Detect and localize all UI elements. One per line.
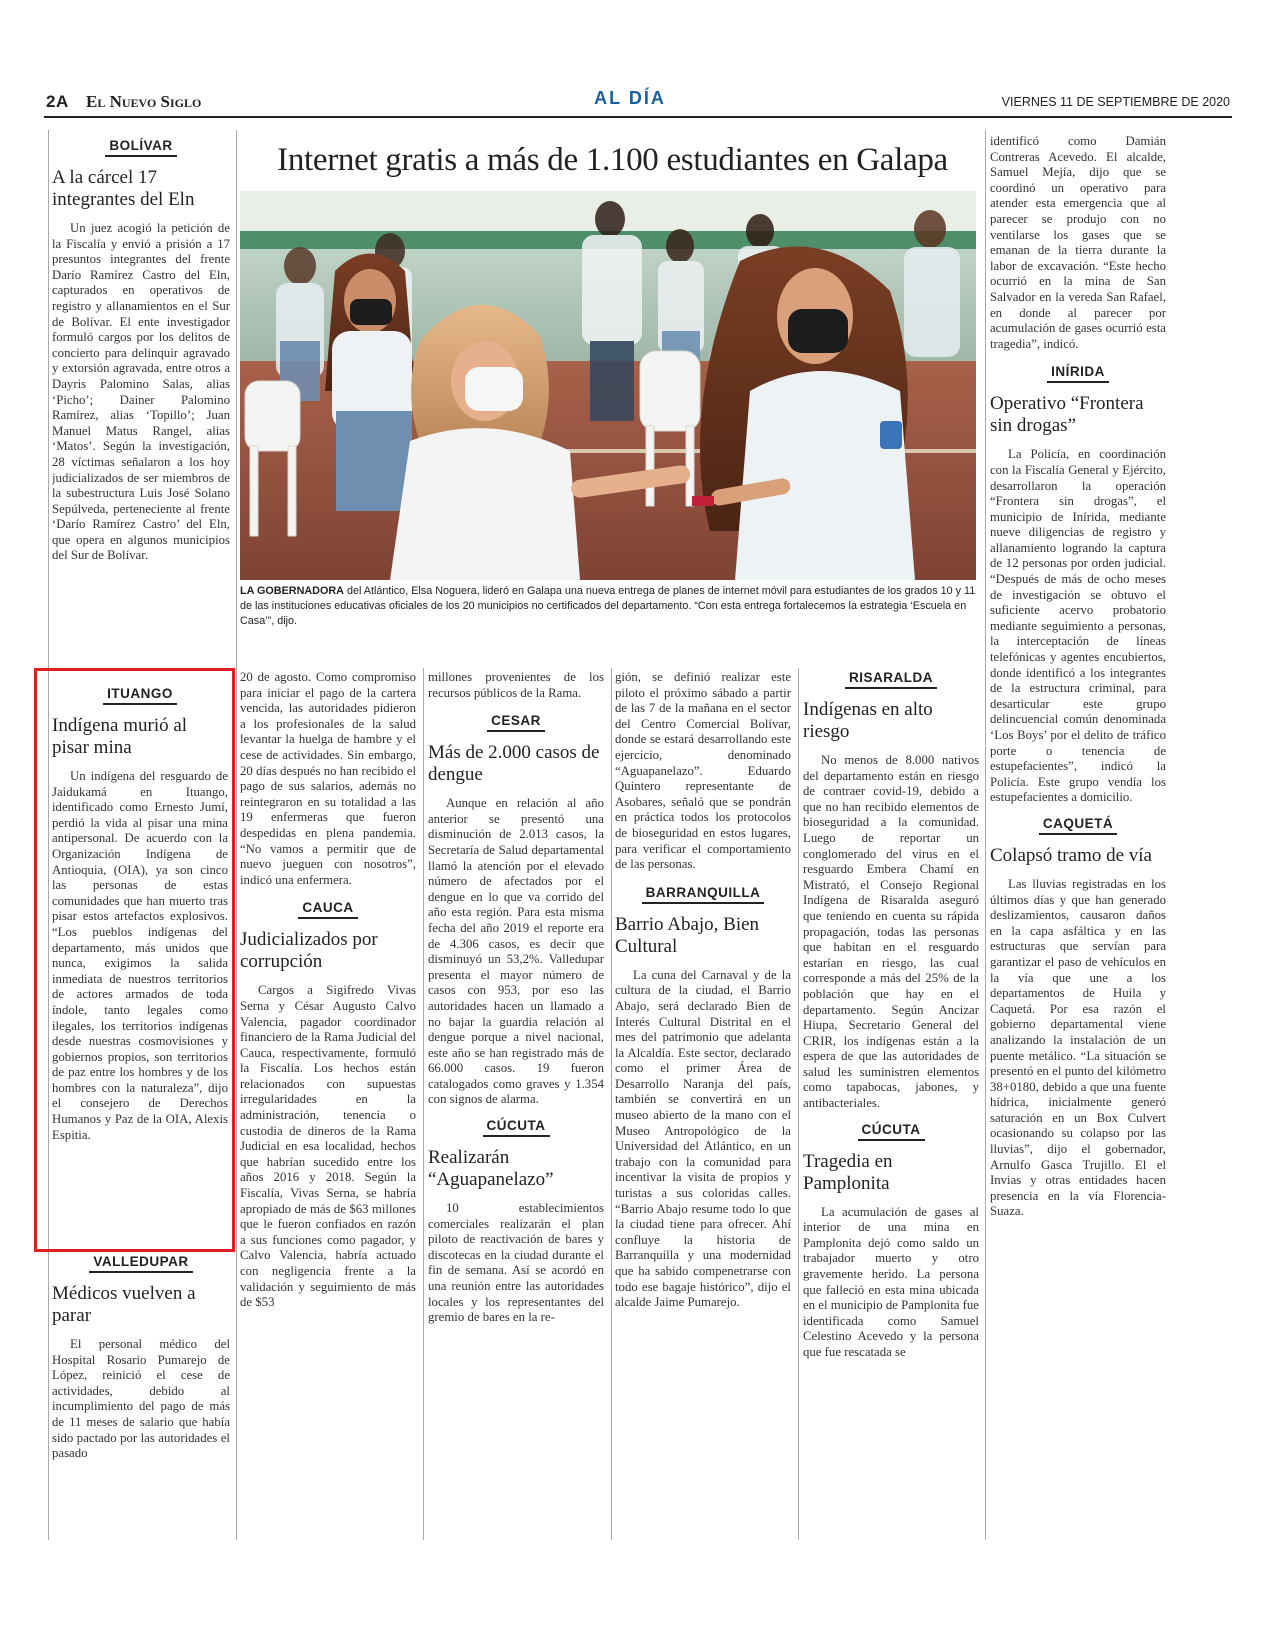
- body-valledupar-continued: 20 de agosto. Como compromiso para iniciar el pago de la cartera vencida, las autoridades pidieron a los profesionales de la salud levantar la huelga de hambre y el cese de actividades. Sin embargo, 20 días después no han recibido el pago de sus salarios, además no reintegraron en su totalidad a las 19 enfermeras que fueron despedidas en plena pandemia. “No vamos a permitir que de nuevo jueguen con nosotros”, indicó una enfermera.: [240, 670, 416, 887]
- story-valledupar: [52, 1254, 230, 1544]
- kicker-cauca: CAUCA: [298, 900, 357, 919]
- body-cesar: Aunque en relación al año anterior se presentó una disminución de 2.013 casos, la Secretaría de Salud departamental llamó la atención por el elevado número de afectados por el dengue en lo que va corrido del año esta región. Para esta misma fecha del año 2019 el reporte era de 4.306 casos, es decir que disminuyó un 53,2%. Valledupar presenta el mayor número de casos con 953, por eso las autoridades hacen un llamado a no bajar la guardia relación al dengue porque a nivel nacional, este año se han registrado más de 66.000 casos. 19 fueron catalogados como graves y 1.354 con signos de alarma.: [428, 796, 604, 1107]
- headline-inirida: Operativo “Frontera sin drogas”: [990, 393, 1144, 437]
- section-title: AL DÍA: [594, 88, 666, 108]
- kicker-cucuta-pamplonita: CÚCUTA: [858, 1122, 925, 1141]
- newspaper-name: El Nuevo Siglo: [86, 92, 202, 111]
- photo-caption: [240, 584, 976, 629]
- kicker-caqueta: CAQUETÁ: [1039, 816, 1117, 835]
- column-2: [240, 670, 416, 1545]
- headline-ituango: Indígena murió al pisar mina: [52, 715, 188, 758]
- column-rule: [611, 668, 612, 1540]
- kicker-valledupar: VALLEDUPAR: [89, 1254, 192, 1273]
- column-rule: [236, 130, 237, 1540]
- body-bolivar: Un juez acogió la petición de la Fiscalía y envió a prisión a 17 presuntos integrantes del frente Darío Ramírez Castro del Eln, capturados en operativos de registro y allanamientos en el Sur de Bolívar. El ente investigador formuló cargos por los delitos de concierto para delinquir agravado y extorsión agravada, entre otros a Dayris Palomino Salas, alias ‘Picho’; Dainer Palomino Ramírez, alias ‘Topillo’; Juan Manuel Matus Rangel, alias ‘Matos’. Según la investigación, 28 víctimas señalaron a los hoy judicializados de ser miembros de la subestructura Luis José Solano Sepúlveda, perteneciente al frente ‘Darío Ramírez Castro’ del Eln, que opera en algunos municipios del Sur de Bolívar.: [52, 221, 230, 563]
- body-valledupar: El personal médico del Hospital Rosario Pumarejo de López, reinició el cese de actividades, debido al incumplimiento del pago de más de 11 meses de salario que había sido pactado por las autoridades el pasado: [52, 1337, 230, 1461]
- story-bolivar: [52, 138, 230, 668]
- body-barranquilla: La cuna del Carnaval y de la cultura de la ciudad, el Barrio Abajo, será declarado Bien de Interés Cultural Distrital en el mes del patrimonio que adelanta la Alcaldía. Este sector, declarado como el primer Área de Desarrollo Naranja del país, también se convertirá en un museo abierto de la mano con el Museo Antropológico de la Universidad del Atlántico, en un trabajo con la comunidad para incentivar la visita de propios y turistas a sus coloridas calles. “Barrio Abajo resume todo lo que la ciudad tiene para ofrecer. Ahí confluye la historia de Barranquilla y una modernidad que ha sabido compenetrarse con todo ese bagaje histórico”, dijo el alcalde Jaime Pumarejo.: [615, 967, 791, 1310]
- kicker-inirida: INÍRIDA: [1047, 364, 1109, 383]
- headline-cauca: Judicializados por corrupción: [240, 929, 378, 973]
- header-rule: [44, 116, 1232, 118]
- headline-caqueta: Colapsó tramo de vía: [990, 844, 1152, 866]
- headline-valledupar: Médicos vuelven a parar: [52, 1283, 196, 1326]
- issue-date: VIERNES 11 DE SEPTIEMBRE DE 2020: [1001, 95, 1230, 109]
- column-rule: [798, 668, 799, 1540]
- body-cucuta-aguapanelazo: 10 establecimientos comerciales realizarán el plan piloto de reactivación de bares y discotecas en la ciudad durante el fin de semana. Así se acordó en una reunión entre las autoridades locales y los representantes del gremio de bares en la re-: [428, 1201, 604, 1325]
- body-cauca: Cargos a Sigifredo Vivas Serna y César Augusto Calvo Valencia, pagador coordinador financiero de la Rama Judicial del Cauca, respectivamente, formuló la Fiscalía. Los hechos están relacionados con supuestas irregularidades en la administración, tenencia o custodia de dineros de la Rama Judicial en esa localidad, hechos que habrían sucedido entre los años 2016 y 2018. Según la Fiscalía, Vivas Serna, se habría apropiado de más de $63 millones que le fueron confiados en razón a sus funciones como pagador, y Calvo Valencia, habría actuado con negligencia frente a la validación y seguimiento de más de $53: [240, 983, 416, 1310]
- students-photo-illustration: [240, 191, 976, 580]
- column-4: [615, 670, 791, 1545]
- kicker-risaralda: RISARALDA: [845, 670, 937, 689]
- body-cucuta-aguapanelazo-continued: gión, se definió realizar este piloto el próximo sábado a partir de las 7 de la mañana en el sector del Centro Comercial Bolívar, donde se estará desarrollando este ejercicio, denominado “Aguapanelazo”. Eduardo Quintero representante de Asobares, señaló que se pondrán en práctica todos los protocolos de bioseguridad en estos lugares, para verificar el comportamiento de las personas.: [615, 670, 791, 872]
- body-pamplonita-continued: identificó como Damián Contreras Acevedo. El alcalde, Samuel Mejía, dijo que se coordinó un operativo para atender esta emergencia que al parecer se produjo con no ventilarse los gases que se emanan de la tierra durante la labor de excavación. “Este hecho ocurrió en la mina de San Salvador en la vereda San Rafael, en donde al parecer por acumulación de gases ocurrió esta tragedia”, indicó.: [990, 134, 1166, 351]
- kicker-cesar: CESAR: [487, 713, 545, 732]
- page-number: 2A: [46, 92, 69, 111]
- caption-lead: LA GOBERNADORA: [240, 585, 344, 597]
- body-ituango: Un indígena del resguardo de Jaidukamá en Ituango, identificado como Ernesto Jumí, perdió la vida al pisar una mina antipersonal. De acuerdo con la Organización Indígena de Antioquia, (OIA), ya son cinco las personas de estas comunidades que han muerto tras pisar estos artefactos explosivos. “Los pueblos indígenas del departamento, más unidos que nunca, exigimos la salida inmediata de nuestros territorios de actores armados de toda índole, tanto legales como ilegales, los territorios indígenas desde nuestras cosmovisiones y gobiernos propios, son territorios de paz entre los hombres y de los hombres con la naturaleza”, dijo el consejero de Derechos Humanos y Paz de la OIA, Alexis Espitia.: [52, 769, 228, 1142]
- kicker-bolivar: BOLÍVAR: [105, 138, 176, 157]
- main-headline: Internet gratis a más de 1.100 estudiantes en Galapa: [277, 142, 948, 178]
- column-5: [803, 670, 979, 1545]
- body-inirida: La Policía, en coordinación con la Fiscalía General y Ejército, desarrollaron la operación “Frontera sin drogas”, el municipio de Inírida, mediante nueve diligencias de registro y allanamiento logrando la captura de 12 personas por orden judicial. “Después de más de ocho meses de investigación se obtuvo el suficiente acervo probatorio mediante seguimiento a personas, la interceptación de líneas telefónicas y agentes encubiertos, donde identificó a los integrantes de la estructura criminal, para desarticular este grupo delincuencial común denominada ‘Los Boys’ por el delito de tráfico porte o tenencia de estupefacientes”, indicó la Policía. Este grupo vendía los estupefacientes a domicilio.: [990, 447, 1166, 805]
- kicker-cucuta-aguapanelazo: CÚCUTA: [483, 1118, 550, 1137]
- column-rule: [985, 130, 986, 1540]
- headline-cesar: Más de 2.000 casos de dengue: [428, 742, 600, 786]
- kicker-ituango: ITUANGO: [103, 686, 177, 705]
- column-3: [428, 670, 604, 1545]
- headline-barranquilla: Barrio Abajo, Bien Cultural: [615, 913, 760, 957]
- headline-cucuta-pamplonita: Tragedia en Pamplonita: [803, 1150, 893, 1194]
- main-photo: [240, 191, 976, 580]
- story-ituango: [52, 686, 228, 1246]
- caption-text: del Atlántico, Elsa Noguera, lideró en Galapa una nueva entrega de planes de internet móvil para estudiantes de los grados 10 y 11 de las instituciones educativas oficiales de los 20 municipios no certificados del departamento. “Con esta entrega fortalecemos la estrategia ‘Escuela en Casa’”, dijo.: [240, 585, 976, 627]
- headline-bolivar: A la cárcel 17 integrantes del Eln: [52, 167, 195, 210]
- body-caqueta: Las lluvias registradas en los últimos días y que han generado deslizamientos, causaron daños en la capa asfáltica y en las estructuras que servían para garantizar el paso de vehículos en la vía que une a los departamentos de Huila y Caquetá. Por esa razón el gobierno departamental viene analizando la instalación de un puente metálico. “La situación se presentó en el punto del kilómetro 38+0180, debido a que una fuente hídrica, inicialmente generó saturación en un Box Culvert ocasionando su colapso por las lluvias”, dijo el gobernador, Arnulfo Gasca Trujillo. El el Invias y otras entidades hacen presencia en la vía Florencia-Suaza.: [990, 876, 1166, 1219]
- body-risaralda: No menos de 8.000 nativos del departamento están en riesgo de contraer covid-19, debido a que no han recibido elementos de bioseguridad a la comunidad. Luego de reportar un conglomerado del virus en el resguardo Embera Chamí en Mistrató, el Consejo Regional Indígena de Risaralda aseguró que teniendo en cuenta su rápida propagación, todas las personas que habitan en el resguardo estarían en riesgo, las cual corresponde a más del 25% de la población que hay en el departamento. Según Ancizar Hiupa, Secretario General del CRIR, los indígenas están a la espera de que las autoridades de salud les suministren elementos como tapabocas, jabones, y antibacteriales.: [803, 753, 979, 1111]
- headline-cucuta-aguapanelazo: Realizarán “Aguapanelazo”: [428, 1147, 554, 1191]
- column-rule: [423, 668, 424, 1540]
- headline-risaralda: Indígenas en alto riesgo: [803, 699, 933, 742]
- kicker-barranquilla: BARRANQUILLA: [642, 885, 765, 904]
- column-6: [990, 134, 1166, 1544]
- body-cauca-continued: millones provenientes de los recursos públicos de la Rama.: [428, 670, 604, 700]
- body-cucuta-pamplonita: La acumulación de gases al interior de una mina en Pamplonita dejó como saldo un trabajador muerto y otro gravemente herido. La persona que falleció en esta mina ubicada en el municipio de Pamplonita fue identificada como Samuel Celestino Acevedo y la persona que fue rescatada se: [803, 1204, 979, 1359]
